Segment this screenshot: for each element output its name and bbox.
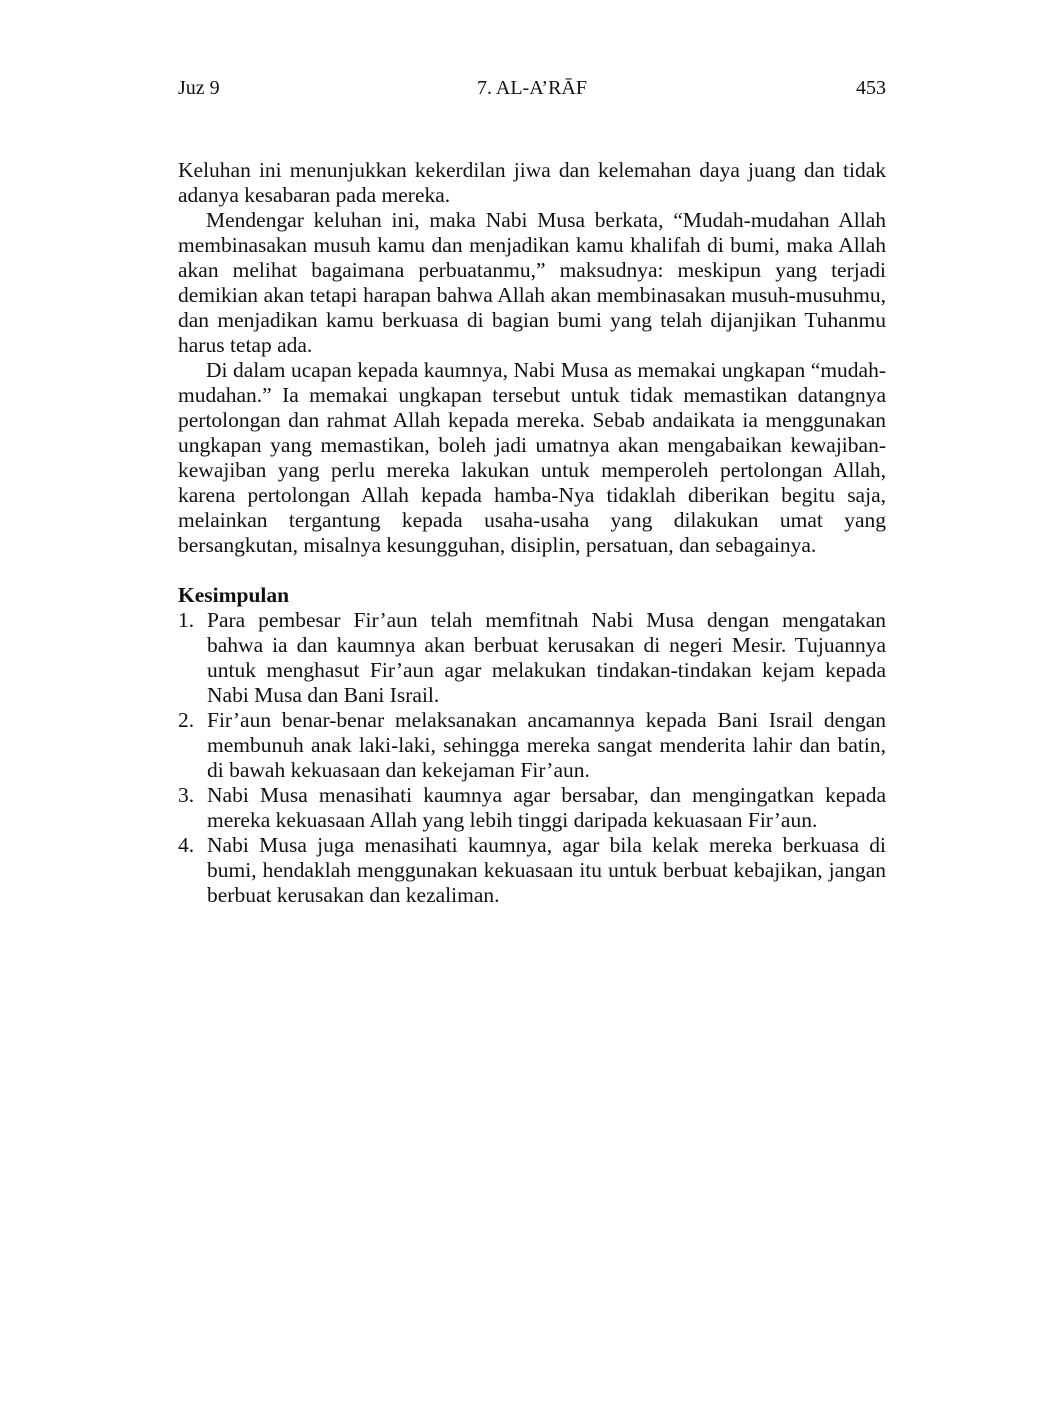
list-item-number: 2. — [178, 708, 195, 732]
list-item — [178, 608, 886, 708]
list-item-text: Fir’aun benar-benar melaksanakan ancamannya kepada Bani Israil dengan membunuh anak laki-laki, sehingga mereka sangat menderita lahir dan batin, di bawah kekuasaan dan kekejaman Fir’aun. — [207, 708, 886, 782]
running-header — [178, 76, 886, 104]
body-text — [178, 158, 886, 908]
paragraph: Keluhan ini menunjukkan kekerdilan jiwa dan kelemahan daya juang dan tidak adanya kesabaran pada mereka. — [178, 158, 886, 207]
conclusion-list — [178, 608, 886, 908]
section-heading: Kesimpulan — [178, 583, 290, 607]
list-item — [178, 833, 886, 908]
paragraph: Mendengar keluhan ini, maka Nabi Musa berkata, “Mudah-mudahan Allah membinasakan musuh kamu dan menjadikan kamu khalifah di bumi, maka Allah akan melihat bagaimana perbuatanmu,” maksudnya: meskipun yang terjadi demikian akan tetapi harapan bahwa Allah akan membinasakan musuh-musuhmu, dan menjadikan kamu berkuasa di bagian bumi yang telah dijanjikan Tuhanmu harus tetap ada. — [178, 208, 886, 357]
list-item — [178, 783, 886, 833]
chapter-title: 7. AL-A’RĀF — [476, 77, 587, 99]
paragraph: Di dalam ucapan kepada kaumnya, Nabi Musa as memakai ungkapan “mudah-mudahan.” Ia memakai ungkapan tersebut untuk tidak memastikan datangnya pertolongan dan rahmat Allah kepada mereka. Sebab andaikata ia menggunakan ungkapan yang memastikan, boleh jadi umatnya akan mengabaikan kewajiban-kewajiban yang perlu mereka lakukan untuk memperoleh pertolongan Allah, karena pertolongan Allah kepada hamba-Nya tidaklah diberikan begitu saja, melainkan tergantung kepada usaha-usaha yang dilakukan umat yang bersangkutan, misalnya kesungguhan, disiplin, persatuan, dan sebagainya. — [178, 358, 886, 557]
list-item-number: 1. — [178, 608, 195, 632]
list-item-text: Para pembesar Fir’aun telah memfitnah Nabi Musa dengan mengatakan bahwa ia dan kaumnya akan berbuat kerusakan di negeri Mesir. Tujuannya untuk menghasut Fir’aun agar melakukan tindakan-tindakan kejam kepada Nabi Musa dan Bani Israil. — [207, 608, 886, 707]
list-item-text: Nabi Musa juga menasihati kaumnya, agar bila kelak mereka berkuasa di bumi, hendaklah menggunakan kekuasaan itu untuk berbuat kebajikan, jangan berbuat kerusakan dan kezaliman. — [207, 833, 886, 907]
list-item — [178, 708, 886, 783]
list-item-number: 4. — [178, 833, 195, 857]
list-item-number: 3. — [178, 783, 195, 807]
juz-label: Juz 9 — [178, 77, 220, 99]
list-item-text: Nabi Musa menasihati kaumnya agar bersabar, dan mengingatkan kepada mereka kekuasaan Allah yang lebih tinggi daripada kekuasaan Fir’aun. — [207, 783, 886, 832]
page-number: 453 — [856, 77, 886, 99]
